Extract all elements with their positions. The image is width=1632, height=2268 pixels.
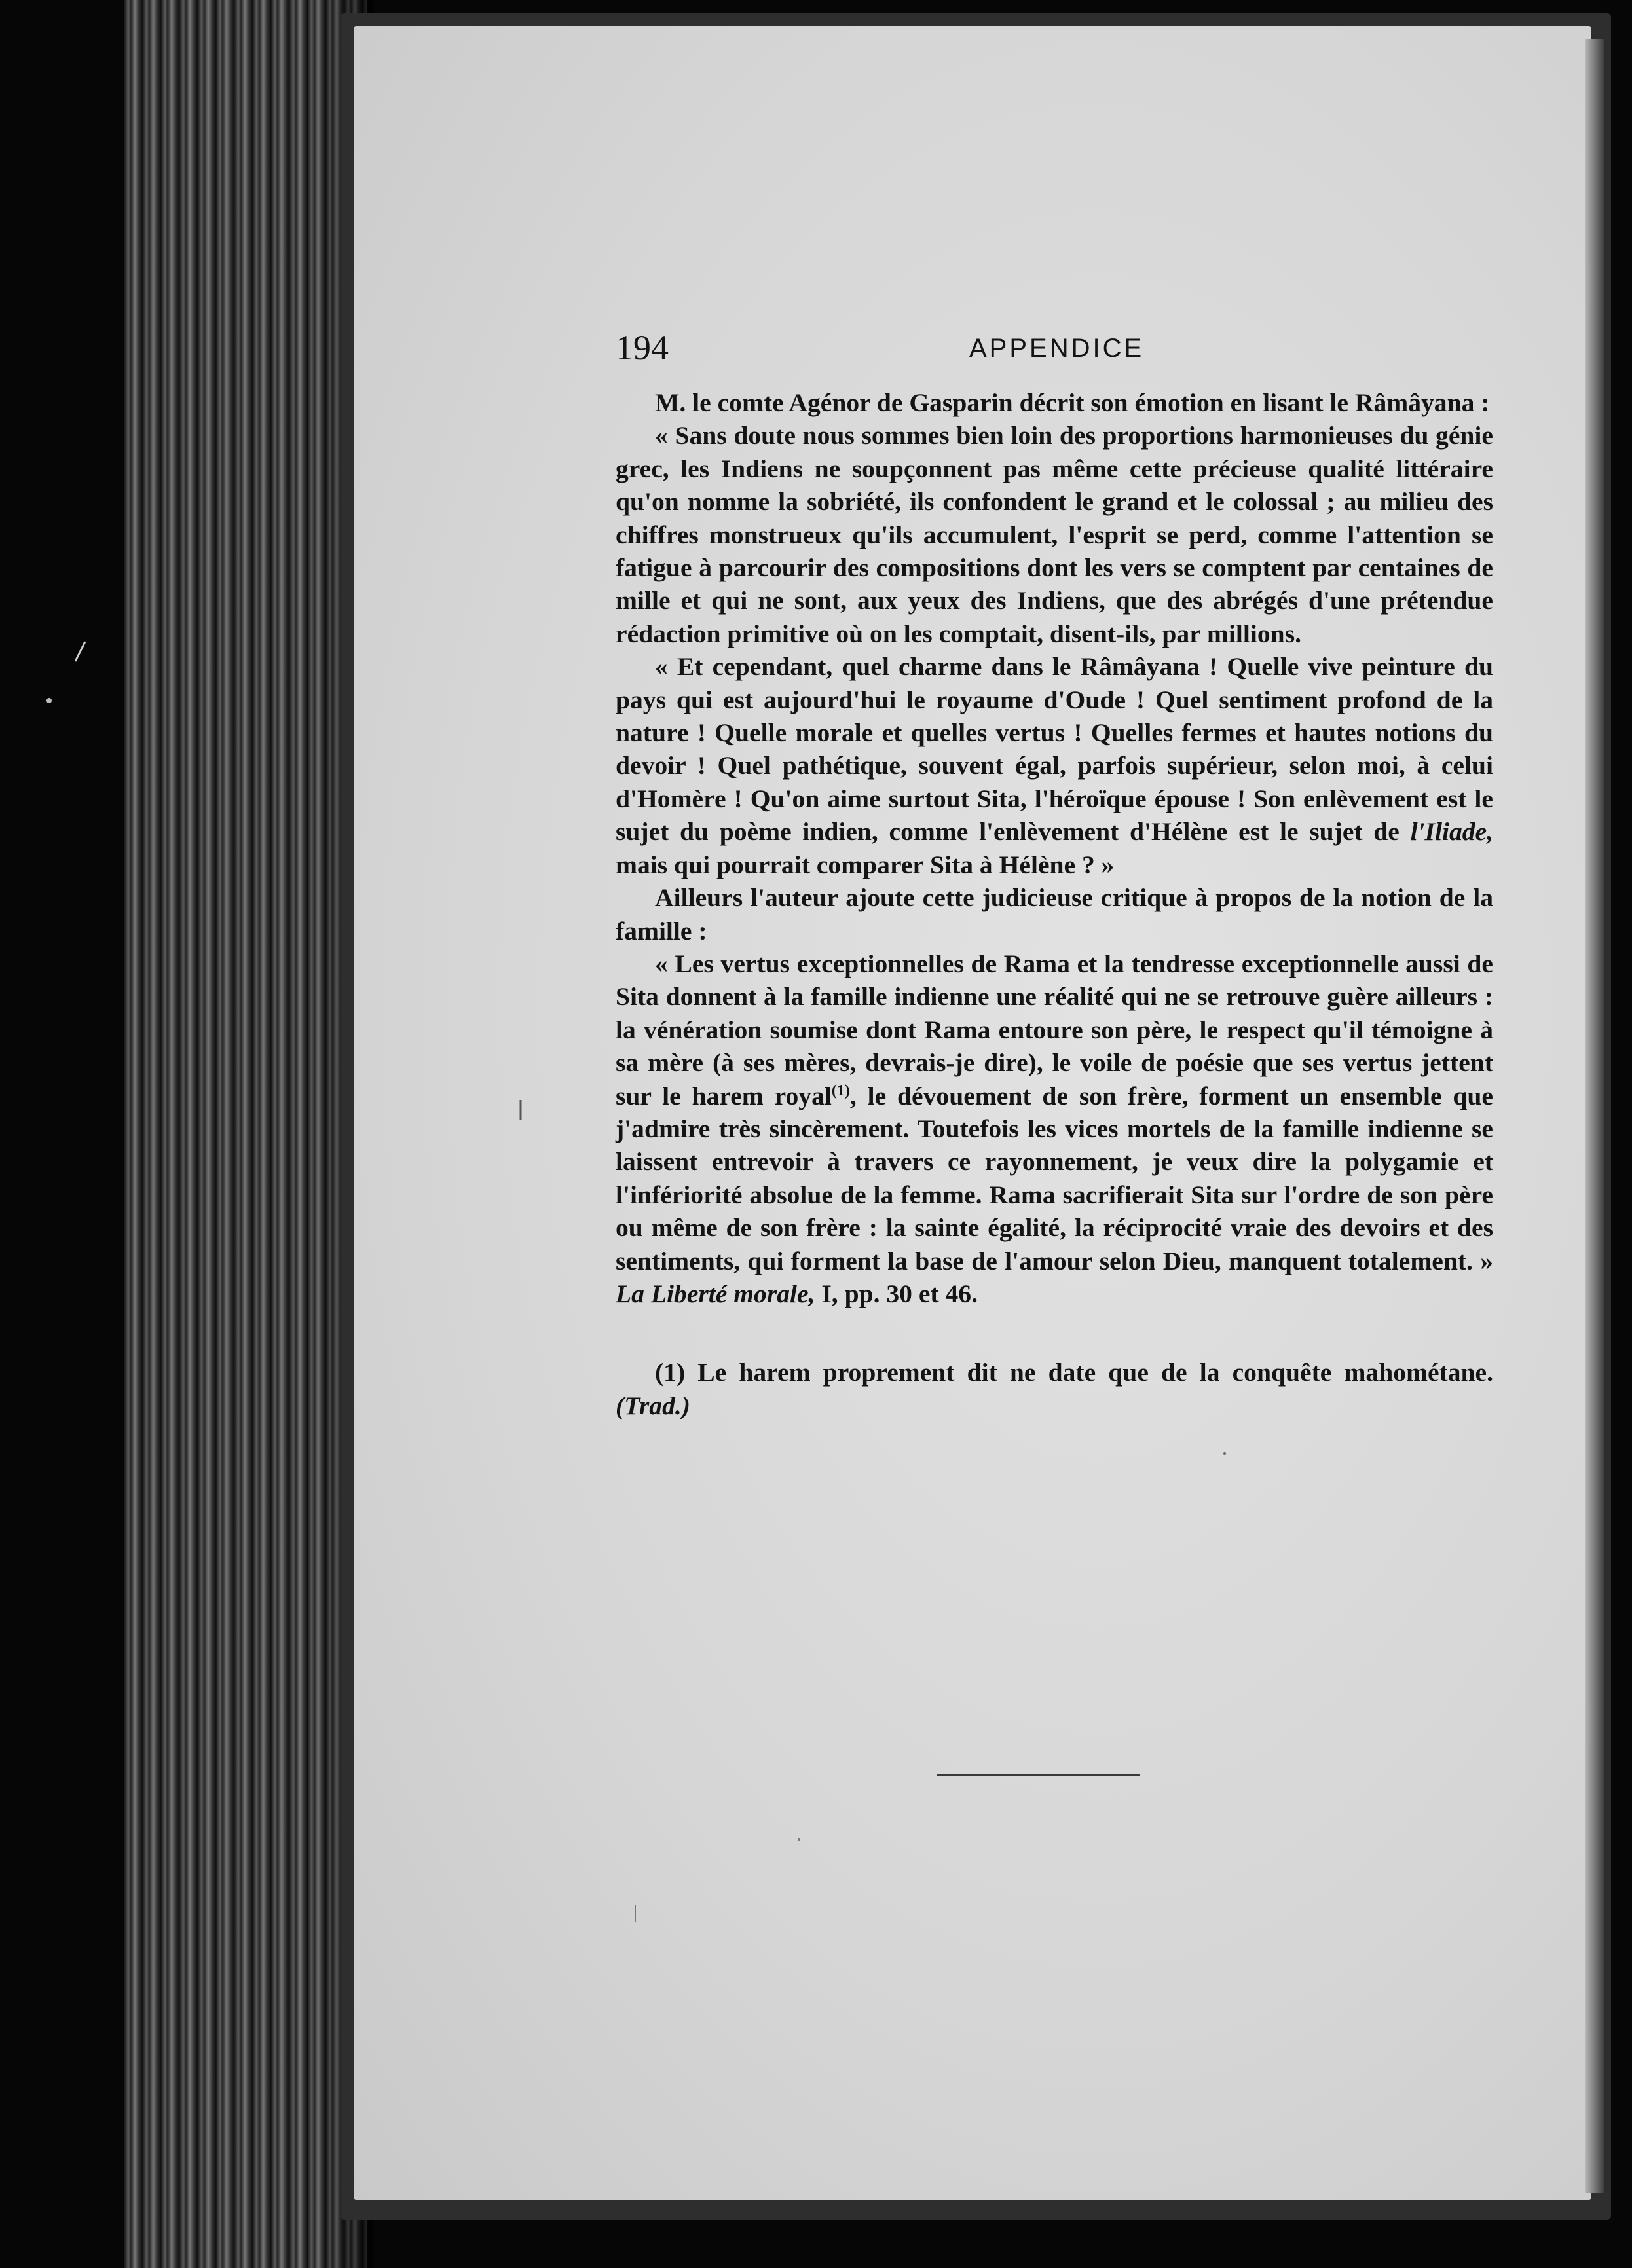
paragraph bbox=[616, 650, 1493, 881]
running-title: APPENDICE bbox=[969, 334, 1145, 363]
end-rule bbox=[937, 1774, 1140, 1776]
italic-title-iliade: l'Iliade, bbox=[1410, 817, 1493, 847]
footnote-trad: (Trad.) bbox=[616, 1391, 690, 1420]
footnote-reference: (1) bbox=[831, 1082, 850, 1099]
paragraph: Ailleurs l'auteur ajoute cette judicieuse critique à propos de la notion de la famille : bbox=[616, 883, 1493, 945]
paragraph: M. le comte Agénor de Gasparin décrit son émotion en lisant le Râmâyana : bbox=[655, 388, 1490, 417]
paragraph-text: « Les vertus exceptionnelles de Rama et la tendresse exceptionnelle aussi de Sita donnent à la famille indienne une réalité qui ne se retrouve guère ailleurs : la vénération soumise dont Rama entoure son père, le respect qu'il témoigne à sa mère (à ses mères, devrais-je dire), le voile de poésie que ses vertus jettent sur le harem royal bbox=[616, 949, 1493, 1110]
footnote bbox=[616, 1356, 1493, 1422]
paragraph: « Sans doute nous sommes bien loin des proportions harmonieuses du génie grec, les Indiens ne soupçonnent pas même cette précieuse qualité littéraire qu'on nomme la sobriété, ils confondent le grand et le colossal ; au milieu des chiffres monstrueux qu'ils accumulent, l'esprit se perd, comme l'attention se fatigue à parcourir des compositions dont les vers se comptent par centaines de mille et qui ne sont, aux yeux des Indiens, que des abrégés d'une prétendue rédaction primitive où on les comptait, disent-ils, par millions. bbox=[616, 421, 1493, 648]
page-content bbox=[616, 327, 1493, 1422]
italic-title-liberte-morale: La Liberté morale, bbox=[616, 1279, 815, 1308]
paragraph-text: , le dévouement de son frère, forment un ensemble que j'admire très sincèrement. Toutefois les vices mortels de la famille indienne se laissent entrevoir à travers ce rayonnement, je veux dire la polygamie et l'infériorité absolue de la femme. Rama sacrifierait Sita sur l'ordre de son père ou même de son frère : la sainte égalité, la réciprocité vraie des devoirs et des sentiments, qui forment la base de l'amour selon Dieu, manquent totalement. » bbox=[616, 1081, 1493, 1275]
page-right-edge bbox=[1585, 39, 1604, 2193]
paragraph-text: « Et cependant, quel charme dans le Râmâyana ! Quelle vive peinture du pays qui est aujourd'hui le royaume d'Oude ! Quel sentiment profond de la nature ! Quelle morale et quelles vertus ! Quelles fermes et hautes notions du devoir ! Quel pathétique, souvent égal, parfois supérieur, selon moi, à celui d'Homère ! Qu'on aime surtout Sita, l'héroïque épouse ! Son enlèvement est le sujet du poème indien, comme l'enlèvement d'Hélène est le sujet de bbox=[616, 652, 1493, 847]
paragraph bbox=[616, 947, 1493, 1310]
page-number: 194 bbox=[616, 328, 669, 367]
page-header bbox=[616, 327, 1493, 386]
paragraph-text: mais qui pourrait comparer Sita à Hélène ? » bbox=[616, 850, 1115, 879]
citation: I, pp. 30 et 46. bbox=[821, 1279, 978, 1308]
body-text bbox=[616, 386, 1493, 1310]
footnote-marker: (1) bbox=[655, 1358, 686, 1387]
footnote-text: Le harem proprement dit ne date que de la conquête mahométane. bbox=[697, 1358, 1493, 1387]
